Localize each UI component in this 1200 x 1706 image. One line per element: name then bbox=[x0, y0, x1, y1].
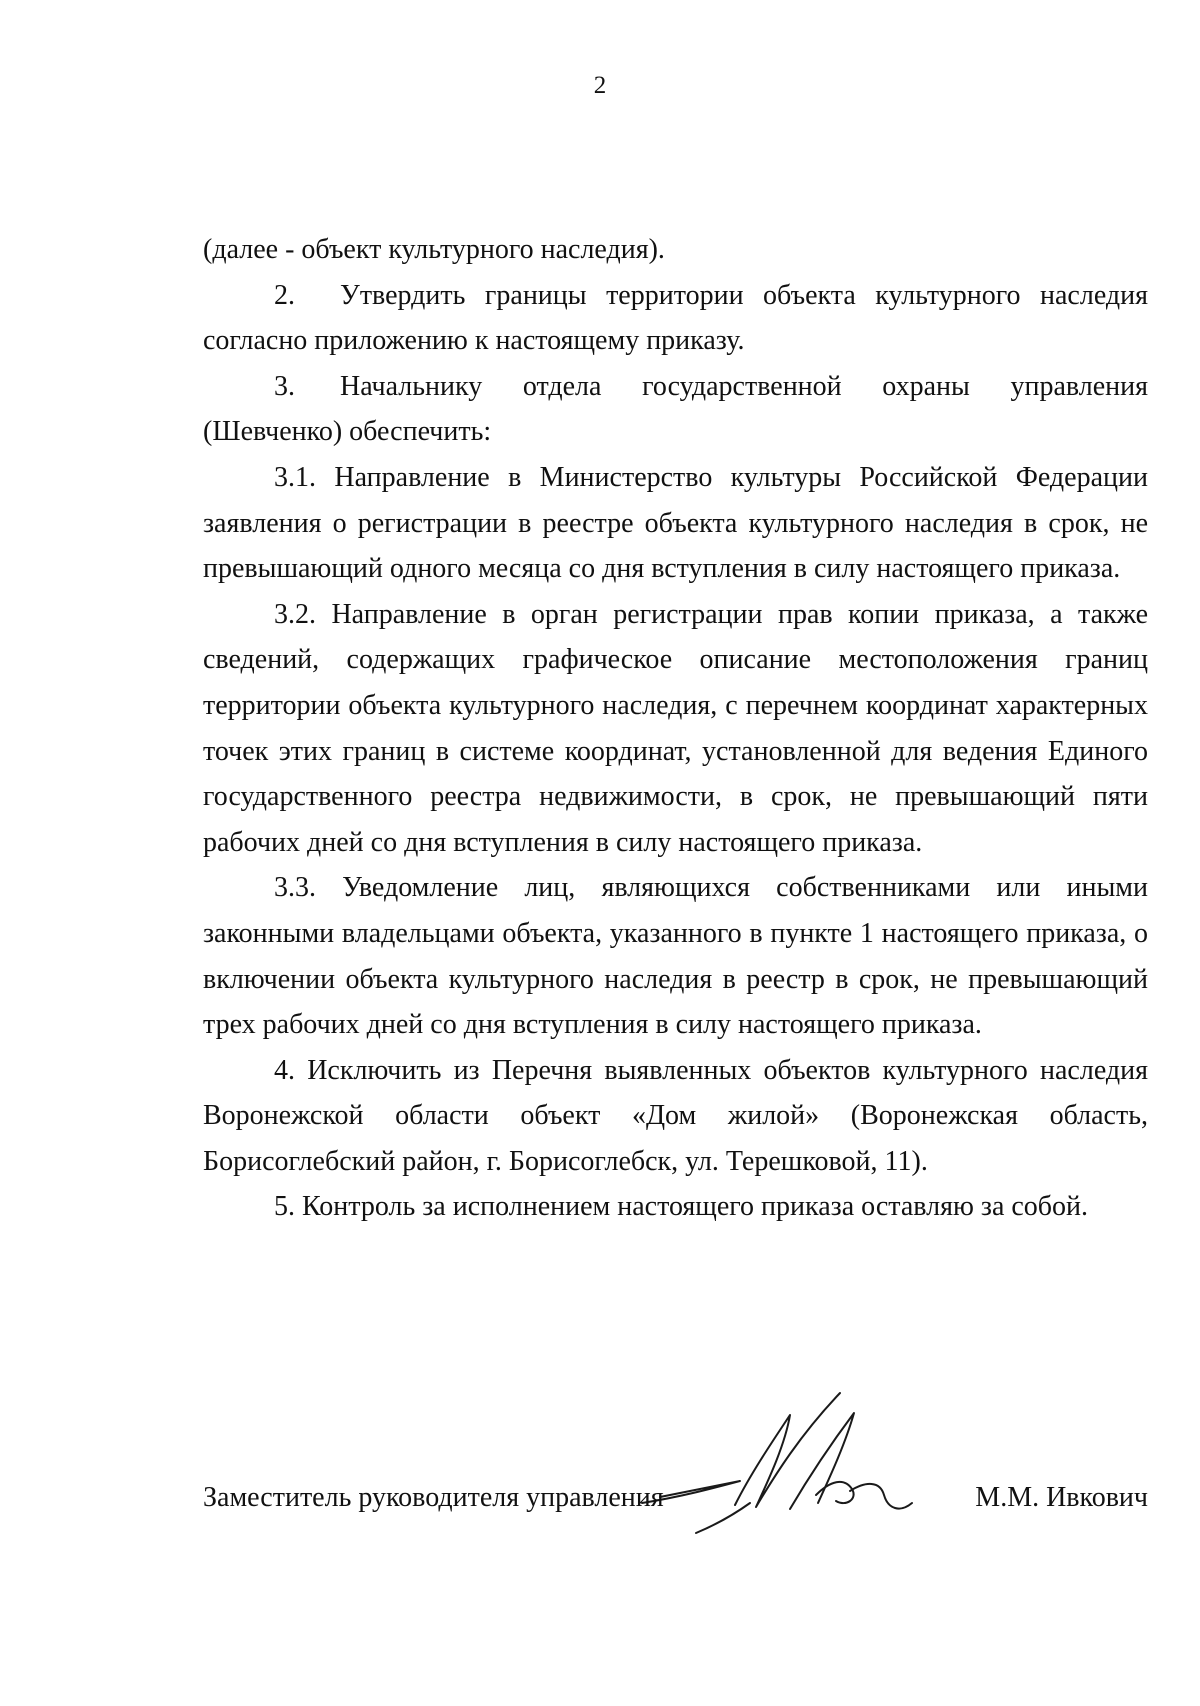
signature-block bbox=[203, 1482, 1148, 1542]
item-number: 2. bbox=[274, 279, 295, 311]
signatory-position: Заместитель руководителя управления bbox=[203, 1482, 664, 1513]
paragraph-item-3-3: 3.3. Уведомление лиц, являющихся собственниками или иными законными владельцами объекта, указанного в пункте 1 настоящего приказа, о включении объекта культурного наследия в реестр в срок, не превышающий трех рабочих дней со дня вступления в силу настоящего приказа. bbox=[203, 872, 1148, 1041]
paragraph-item-3-2: 3.2. Направление в орган регистрации прав копии приказа, а также сведений, содержащих графическое описание местоположения границ территории объекта культурного наследия, с перечнем координат характерных точек этих границ в системе координат, установленной для ведения Единого государственного реестра недвижимости, в срок, не превышающий пяти рабочих дней со дня вступления в силу настоящего приказа. bbox=[203, 598, 1148, 858]
paragraph-item-3: 3. Начальнику отдела государственной охраны управления (Шевченко) обеспечить: bbox=[203, 364, 1148, 455]
signatory-name: М.М. Ивкович bbox=[975, 1482, 1148, 1513]
document-body bbox=[203, 227, 1148, 1230]
page-number: 2 bbox=[593, 72, 607, 99]
paragraph-item-3-1: 3.1. Направление в Министерство культуры Российской Федерации заявления о регистрации в реестре объекта культурного наследия в срок, не превышающий одного месяца со дня вступления в силу настоящего приказа. bbox=[203, 461, 1148, 585]
paragraph-item-4: 4. Исключить из Перечня выявленных объектов культурного наследия Воронежской области объект «Дом жилой» (Воронежская область, Борисоглебский район, г. Борисоглебск, ул. Терешковой, 11). bbox=[203, 1054, 1148, 1177]
paragraph-continuation: (далее - объект культурного наследия). bbox=[203, 234, 665, 265]
paragraph-item-5: 5. Контроль за исполнением настоящего приказа оставляю за собой. bbox=[274, 1191, 1089, 1223]
paragraph-item-2: 2. Утвердить границы территории объекта культурного наследия согласно приложению к настоящему приказу. bbox=[203, 273, 1148, 364]
item-number: 3. bbox=[274, 370, 295, 402]
